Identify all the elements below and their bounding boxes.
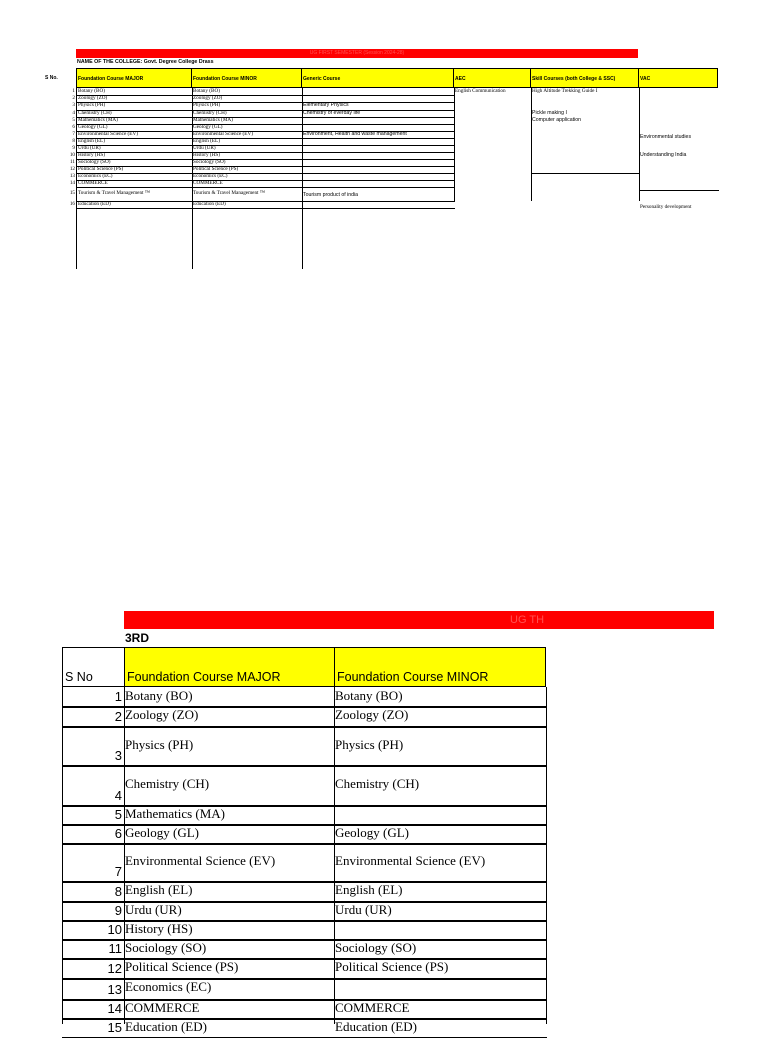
row-number: 2 (72, 95, 75, 101)
major-course: Urdu (UR) (78, 145, 101, 151)
row-number: 1 (114, 689, 122, 704)
row-number: 9 (72, 145, 75, 151)
sheet2-header-minor: Foundation Course MINOR (334, 647, 546, 687)
grid-line (302, 173, 455, 174)
vac-course: Understanding India (640, 152, 687, 158)
vac-course: Personality development (640, 204, 692, 210)
row-number: 6 (114, 826, 122, 841)
sheet1-header-aec: AEC (453, 68, 531, 88)
major-course: Botany (BO) (125, 688, 193, 703)
generic-course: Elementary Physics (303, 102, 349, 108)
grid-line (76, 88, 77, 269)
sheet1-header-skill: Skill Courses (both College & SSC) (530, 68, 639, 88)
major-course: English (EL) (78, 138, 105, 144)
row-number: 7 (72, 131, 75, 137)
major-course: Economics (EC) (125, 979, 212, 994)
major-course: Botany (BO) (78, 88, 105, 94)
row-number: 2 (114, 709, 122, 724)
minor-course: Economics (EC) (193, 173, 228, 179)
minor-course: Mathematics (MA) (193, 117, 233, 123)
major-course: Environmental Science (EV) (78, 131, 138, 137)
minor-course: English (EL) (335, 882, 403, 897)
minor-course: Physics (PH) (335, 737, 404, 752)
sheet2-header-sno: S No (62, 647, 125, 687)
row-number: 11 (70, 159, 75, 165)
major-course: Zoology (ZO) (78, 95, 108, 101)
grid-line (639, 190, 719, 191)
grid-line (302, 159, 455, 160)
grid-line (62, 687, 63, 1024)
major-course: Sociology (SO) (125, 940, 207, 955)
row-number: 12 (69, 166, 75, 172)
row-number: 15 (107, 1020, 122, 1035)
row-number: 3 (72, 102, 75, 108)
minor-course: History (HS) (193, 152, 220, 158)
minor-course: Sociology (SO) (193, 159, 226, 165)
minor-course: Geology (GL) (335, 825, 410, 840)
grid-line (334, 687, 335, 1024)
sheet1-header-sno: S No. (45, 75, 58, 81)
grid-line (302, 138, 455, 139)
sheet1-header-vac: VAC (638, 68, 718, 88)
generic-course: Environment, Health and waste management (303, 131, 407, 137)
grid-line (302, 208, 455, 209)
grid-line (546, 687, 547, 1024)
major-course: Environmental Science (EV) (125, 853, 276, 868)
vac-course: Environmental studies (640, 134, 692, 140)
grid-line (302, 166, 455, 167)
grid-line (76, 187, 303, 188)
grid-line (454, 88, 455, 201)
row-number: 11 (108, 941, 122, 956)
minor-course: Physics (PH) (193, 102, 221, 108)
major-course: Education (ED) (78, 201, 111, 207)
generic-course: Tourism product of india (303, 192, 359, 198)
row-number: 15 (69, 190, 75, 196)
row-number: 12 (107, 961, 122, 976)
semester-label: 3RD (125, 631, 150, 645)
row-number: 3 (114, 748, 122, 763)
aec-course: English Communication (455, 88, 506, 94)
major-course: Tourism & Travel Management ™ (78, 190, 150, 196)
minor-course: Chemistry (CH) (193, 110, 227, 116)
minor-course: Education (ED) (193, 201, 226, 207)
grid-line (124, 687, 125, 1024)
skill-course: Pickle making I (532, 110, 567, 116)
row-number: 4 (114, 788, 122, 803)
row-number: 14 (69, 180, 75, 186)
sheet1-header-minor: Foundation Course MINOR (191, 68, 302, 88)
row-number: 1 (72, 88, 75, 94)
grid-line (76, 208, 303, 209)
minor-course: Botany (BO) (193, 88, 220, 94)
row-number: 6 (72, 124, 75, 130)
grid-line (302, 145, 455, 146)
minor-course: Urdu (UR) (335, 902, 392, 917)
major-course: Physics (PH) (78, 102, 106, 108)
grid-line (62, 726, 547, 728)
row-number: 14 (107, 1001, 122, 1016)
major-course: History (HS) (125, 921, 193, 936)
row-number: 10 (107, 922, 122, 937)
grid-line (302, 187, 455, 188)
skill-course: High Altitude Trekking Guide I (532, 88, 598, 94)
major-course: Geology (GL) (125, 825, 200, 840)
major-course: Mathematics (MA) (78, 117, 118, 123)
major-course: Economics (EC) (78, 173, 113, 179)
major-course: History (HS) (78, 152, 105, 158)
minor-course: Geology (GL) (193, 124, 223, 130)
row-number: 8 (114, 884, 122, 899)
major-course: COMMERCE (125, 1000, 200, 1015)
major-course: English (EL) (125, 882, 193, 897)
minor-course: Environmental Science (EV) (335, 853, 486, 868)
minor-course: Zoology (ZO) (335, 707, 409, 722)
minor-course: Urdu (UR) (193, 145, 216, 151)
grid-line (302, 201, 455, 202)
minor-course: COMMERCE (193, 180, 223, 186)
minor-course: Sociology (SO) (335, 940, 417, 955)
major-course: Chemistry (CH) (125, 776, 210, 791)
minor-course: Botany (BO) (335, 688, 403, 703)
major-course: Urdu (UR) (125, 902, 182, 917)
row-number: 5 (72, 117, 75, 123)
sheet1-header-generic: Generic Course (301, 68, 454, 88)
row-number: 13 (69, 173, 75, 179)
major-course: Political Science (PS) (125, 959, 239, 974)
grid-line (302, 117, 455, 118)
sheet2-banner-text: UG TH (510, 614, 545, 626)
grid-line (302, 152, 455, 153)
minor-course: Environmental Science (EV) (193, 131, 253, 137)
major-course: Education (ED) (125, 1019, 207, 1034)
minor-course: Political Science (PS) (335, 959, 449, 974)
major-course: Geology (GL) (78, 124, 108, 130)
minor-course: Tourism & Travel Management ™ (193, 190, 265, 196)
generic-course: Chemistry of everday life (303, 110, 361, 116)
grid-line (639, 88, 640, 201)
major-course: Zoology (ZO) (125, 707, 199, 722)
row-number: 10 (69, 152, 75, 158)
grid-line (302, 124, 455, 125)
row-number: 5 (114, 807, 122, 822)
minor-course: Political Science (PS) (193, 166, 239, 172)
sheet1-header-major: Foundation Course MAJOR (76, 68, 192, 88)
major-course: Mathematics (MA) (125, 806, 226, 821)
sheet1-banner (76, 49, 638, 58)
row-number: 9 (114, 903, 122, 918)
grid-line (302, 88, 303, 269)
row-number: 8 (72, 138, 75, 144)
grid-line (62, 843, 547, 845)
grid-line (531, 173, 639, 174)
major-course: Chemistry (CH) (78, 110, 112, 116)
row-number: 16 (69, 201, 75, 207)
skill-course: Computer application (532, 117, 582, 123)
row-number: 4 (72, 110, 75, 116)
sheet2-header-major: Foundation Course MAJOR (124, 647, 335, 687)
sheet1-banner-text: UG FIRST SEMESTER (Session 2024-28) (309, 50, 405, 56)
sheet2-banner (124, 611, 714, 629)
grid-line (531, 88, 532, 201)
minor-course: Education (ED) (335, 1019, 417, 1034)
row-number: 13 (107, 982, 122, 997)
grid-line (62, 765, 547, 767)
minor-course: COMMERCE (335, 1000, 410, 1015)
row-number: 7 (114, 864, 122, 879)
major-course: Political Science (PS) (78, 166, 124, 172)
major-course: COMMERCE (78, 180, 108, 186)
minor-course: Chemistry (CH) (335, 776, 420, 791)
minor-course: Zoology (ZO) (193, 95, 223, 101)
grid-line (302, 180, 455, 181)
grid-line (302, 95, 455, 96)
college-name: NAME OF THE COLLEGE: Govt. Degree College Drass (77, 59, 214, 65)
grid-line (192, 88, 193, 269)
minor-course: English (EL) (193, 138, 220, 144)
major-course: Physics (PH) (125, 737, 194, 752)
major-course: Sociology (SO) (78, 159, 111, 165)
